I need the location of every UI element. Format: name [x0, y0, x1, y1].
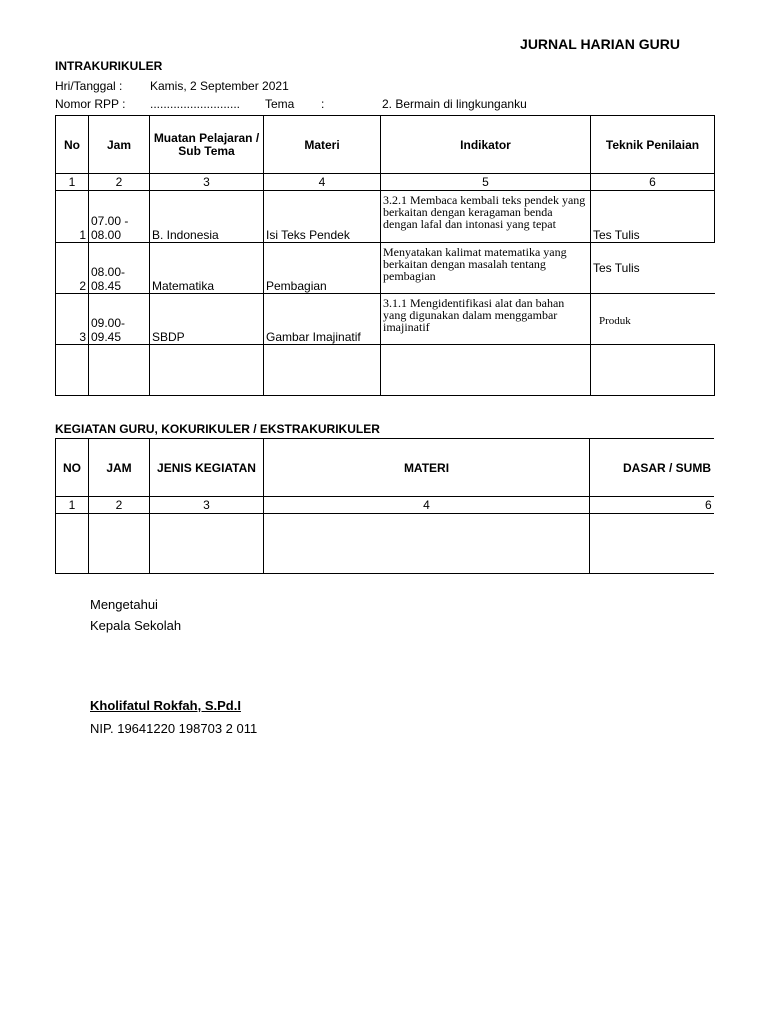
row-indikator: Menyatakan kalimat matematika yang berkaitan dengan masalah tentang pembagian — [381, 243, 591, 294]
column-number: 2 — [89, 497, 150, 514]
kegiatan-title: KEGIATAN GURU, KOKURIKULER / EKSTRAKURIKULER — [55, 422, 380, 436]
column-number: 6 — [591, 174, 715, 191]
row-muatan: B. Indonesia — [150, 191, 264, 243]
header-materi: Materi — [264, 116, 381, 174]
kegiatan-table — [55, 438, 714, 574]
table-header-row — [56, 439, 715, 497]
row-jam: 09.00-09.45 — [89, 294, 150, 345]
header-jenis-kegiatan: JENIS KEGIATAN — [150, 439, 264, 497]
signatory-name: Kholifatul Rokfah, S.Pd.I — [90, 698, 241, 713]
row-no: 3 — [56, 294, 89, 345]
tema-label: Tema — [265, 97, 295, 111]
row-no: 2 — [56, 243, 89, 294]
row-indikator: 3.1.1 Mengidentifikasi alat dan bahan yang digunakan dalam menggambar imajinatif — [381, 294, 591, 345]
header-materi: MATERI — [264, 439, 590, 497]
header-muatan: Muatan Pelajaran / Sub Tema — [150, 116, 264, 174]
row-no: 1 — [56, 191, 89, 243]
header-teknik: Teknik Penilaian — [591, 116, 715, 174]
row-indikator: 3.2.1 Membaca kembali teks pendek yang berkaitan dengan keragaman benda dengan lafal dan intonasi yang tepat — [381, 191, 591, 243]
row-materi: Isi Teks Pendek — [264, 191, 381, 243]
column-number-row — [56, 497, 715, 514]
column-number: 5 — [381, 174, 591, 191]
column-number: 3 — [150, 497, 264, 514]
header-indikator: Indikator — [381, 116, 591, 174]
column-number: 4 — [264, 497, 590, 514]
row-muatan: Matematika — [150, 243, 264, 294]
signatory-nip: NIP. 19641220 198703 2 011 — [90, 721, 258, 736]
row-teknik: Tes Tulis — [591, 243, 715, 294]
date-label: Hri/Tanggal : — [55, 79, 123, 93]
tema-value: 2. Bermain di lingkunganku — [382, 97, 527, 111]
row-muatan: SBDP — [150, 294, 264, 345]
header-jam: JAM — [89, 439, 150, 497]
signature-line-2: Kepala Sekolah — [90, 618, 182, 633]
row-jam: 07.00 - 08.00 — [89, 191, 150, 243]
table-row-empty — [56, 514, 715, 574]
header-no: No — [56, 116, 89, 174]
column-number: 1 — [56, 174, 89, 191]
date-value: Kamis, 2 September 2021 — [150, 79, 289, 93]
rpp-value: ........................... — [150, 97, 241, 111]
row-materi: Pembagian — [264, 243, 381, 294]
row-teknik: Tes Tulis — [591, 191, 715, 243]
column-number: 6 — [590, 497, 715, 514]
signature-line-1: Mengetahui — [90, 597, 158, 612]
header-no: NO — [56, 439, 89, 497]
column-number: 3 — [150, 174, 264, 191]
header-jam: Jam — [89, 116, 150, 174]
column-number: 2 — [89, 174, 150, 191]
column-number: 1 — [56, 497, 89, 514]
rpp-label: Nomor RPP : — [55, 97, 126, 111]
row-jam: 08.00-08.45 — [89, 243, 150, 294]
intrakurikuler-title: INTRAKURIKULER — [55, 59, 163, 73]
row-teknik: Produk — [591, 294, 715, 345]
tema-colon: : — [321, 97, 325, 111]
document-title: JURNAL HARIAN GURU — [520, 36, 680, 52]
row-materi: Gambar Imajinatif — [264, 294, 381, 345]
column-number: 4 — [264, 174, 381, 191]
header-dasar: DASAR / SUMB — [590, 439, 715, 497]
